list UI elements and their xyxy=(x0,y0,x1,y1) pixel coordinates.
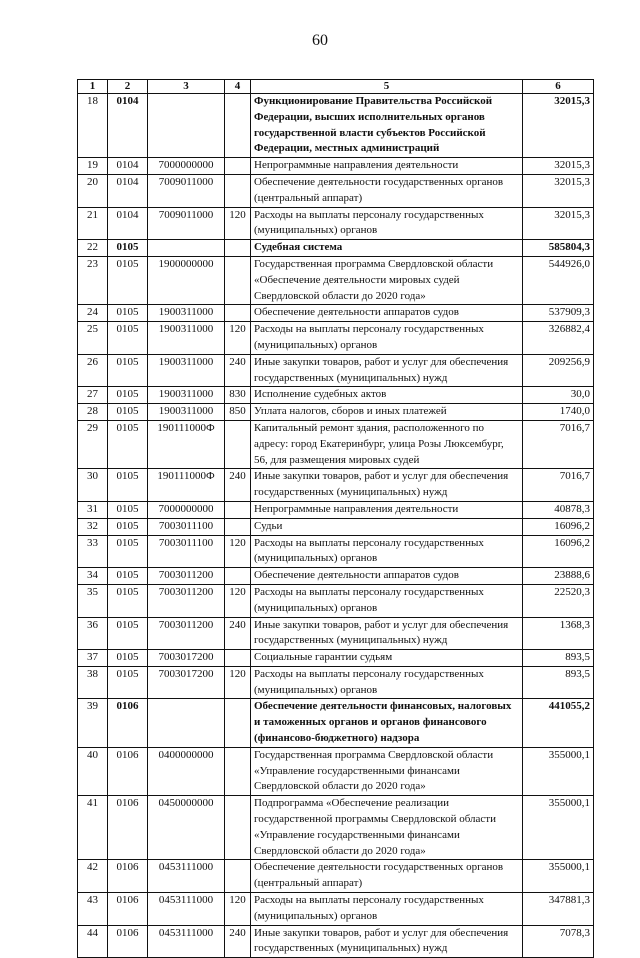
section-code: 0105 xyxy=(108,568,148,585)
table-row xyxy=(78,256,594,304)
row-number: 38 xyxy=(78,666,108,699)
amount: 537909,3 xyxy=(523,305,594,322)
amount: 16096,2 xyxy=(523,535,594,568)
row-number: 41 xyxy=(78,796,108,860)
table-row xyxy=(78,305,594,322)
amount: 23888,6 xyxy=(523,568,594,585)
col-header-type: 4 xyxy=(225,80,251,94)
target-code: 7003011200 xyxy=(148,568,225,585)
target-code: 1900000000 xyxy=(148,256,225,304)
target-code xyxy=(148,699,225,747)
expense-type-code: 120 xyxy=(225,535,251,568)
table-row xyxy=(78,174,594,207)
item-name: Уплата налогов, сборов и иных платежей xyxy=(251,404,523,421)
section-code: 0105 xyxy=(108,387,148,404)
row-number: 39 xyxy=(78,699,108,747)
expense-type-code xyxy=(225,860,251,893)
section-code: 0105 xyxy=(108,256,148,304)
row-number: 31 xyxy=(78,501,108,518)
target-code: 7003011200 xyxy=(148,584,225,617)
item-name: Расходы на выплаты персоналу государственных (муниципальных) органов xyxy=(251,893,523,926)
expense-type-code xyxy=(225,256,251,304)
section-code: 0105 xyxy=(108,240,148,257)
target-code: 7003017200 xyxy=(148,666,225,699)
item-name: Иные закупки товаров, работ и услуг для обеспечения государственных (муниципальных) нужд xyxy=(251,354,523,387)
target-code xyxy=(148,240,225,257)
amount: 347881,3 xyxy=(523,893,594,926)
target-code: 1900311000 xyxy=(148,387,225,404)
expense-type-code: 240 xyxy=(225,925,251,958)
section-code: 0105 xyxy=(108,354,148,387)
section-code: 0105 xyxy=(108,584,148,617)
table-row xyxy=(78,469,594,502)
col-header-target: 3 xyxy=(148,80,225,94)
table-row xyxy=(78,699,594,747)
page-number: 60 xyxy=(312,32,328,49)
row-number: 30 xyxy=(78,469,108,502)
expense-type-code: 120 xyxy=(225,666,251,699)
table-row xyxy=(78,94,594,158)
table-row xyxy=(78,796,594,860)
section-code: 0104 xyxy=(108,158,148,175)
target-code: 7000000000 xyxy=(148,501,225,518)
target-code: 0450000000 xyxy=(148,796,225,860)
amount: 32015,3 xyxy=(523,94,594,158)
item-name: Судебная система xyxy=(251,240,523,257)
expense-type-code xyxy=(225,174,251,207)
row-number: 43 xyxy=(78,893,108,926)
target-code: 7003011100 xyxy=(148,535,225,568)
row-number: 21 xyxy=(78,207,108,240)
amount: 40878,3 xyxy=(523,501,594,518)
item-name: Расходы на выплаты персоналу государственных (муниципальных) органов xyxy=(251,584,523,617)
amount: 355000,1 xyxy=(523,747,594,795)
target-code: 7009011000 xyxy=(148,207,225,240)
item-name: Обеспечение деятельности государственных органов (центральный аппарат) xyxy=(251,174,523,207)
section-code: 0106 xyxy=(108,747,148,795)
item-name: Непрограммные направления деятельности xyxy=(251,501,523,518)
item-name: Иные закупки товаров, работ и услуг для обеспечения государственных (муниципальных) нужд xyxy=(251,925,523,958)
table-row xyxy=(78,584,594,617)
target-code: 190111000Ф xyxy=(148,469,225,502)
item-name: Государственная программа Свердловской области «Управление государственными финансами Свердловской области до 2020 года» xyxy=(251,747,523,795)
expense-type-code: 120 xyxy=(225,207,251,240)
budget-table xyxy=(77,79,594,958)
target-code: 0453111000 xyxy=(148,893,225,926)
section-code: 0105 xyxy=(108,404,148,421)
section-code: 0105 xyxy=(108,305,148,322)
row-number: 18 xyxy=(78,94,108,158)
table-row xyxy=(78,650,594,667)
table-row xyxy=(78,501,594,518)
amount: 544926,0 xyxy=(523,256,594,304)
section-code: 0105 xyxy=(108,518,148,535)
item-name: Социальные гарантии судьям xyxy=(251,650,523,667)
amount: 355000,1 xyxy=(523,796,594,860)
expense-type-code: 120 xyxy=(225,584,251,617)
section-code: 0106 xyxy=(108,699,148,747)
section-code: 0105 xyxy=(108,322,148,355)
section-code: 0104 xyxy=(108,94,148,158)
amount: 441055,2 xyxy=(523,699,594,747)
expense-type-code xyxy=(225,650,251,667)
table-row xyxy=(78,240,594,257)
target-code: 0453111000 xyxy=(148,925,225,958)
expense-type-code xyxy=(225,796,251,860)
row-number: 35 xyxy=(78,584,108,617)
amount: 893,5 xyxy=(523,666,594,699)
item-name: Обеспечение деятельности государственных органов (центральный аппарат) xyxy=(251,860,523,893)
table-row xyxy=(78,420,594,468)
expense-type-code xyxy=(225,501,251,518)
target-code: 1900311000 xyxy=(148,322,225,355)
section-code: 0105 xyxy=(108,535,148,568)
expense-type-code: 120 xyxy=(225,893,251,926)
amount: 326882,4 xyxy=(523,322,594,355)
item-name: Капитальный ремонт здания, расположенного по адресу: город Екатеринбург, улица Розы Люксембург, 56, для размещения мировых судей xyxy=(251,420,523,468)
amount: 32015,3 xyxy=(523,174,594,207)
row-number: 22 xyxy=(78,240,108,257)
expense-type-code xyxy=(225,518,251,535)
section-code: 0104 xyxy=(108,207,148,240)
item-name: Функционирование Правительства Российской Федерации, высших исполнительных органов государственной власти субъектов Российской Федерации, местных администраций xyxy=(251,94,523,158)
item-name: Иные закупки товаров, работ и услуг для обеспечения государственных (муниципальных) нужд xyxy=(251,617,523,650)
table-row xyxy=(78,404,594,421)
expense-type-code xyxy=(225,568,251,585)
target-code: 190111000Ф xyxy=(148,420,225,468)
item-name: Расходы на выплаты персоналу государственных (муниципальных) органов xyxy=(251,322,523,355)
target-code: 7003017200 xyxy=(148,650,225,667)
table-row xyxy=(78,354,594,387)
item-name: Обеспечение деятельности аппаратов судов xyxy=(251,568,523,585)
amount: 355000,1 xyxy=(523,860,594,893)
target-code: 7009011000 xyxy=(148,174,225,207)
col-header-amount: 6 xyxy=(523,80,594,94)
item-name: Расходы на выплаты персоналу государственных (муниципальных) органов xyxy=(251,207,523,240)
expense-type-code xyxy=(225,158,251,175)
table-row xyxy=(78,207,594,240)
amount: 1740,0 xyxy=(523,404,594,421)
table-row xyxy=(78,568,594,585)
expense-type-code: 830 xyxy=(225,387,251,404)
table-row xyxy=(78,322,594,355)
section-code: 0106 xyxy=(108,860,148,893)
item-name: Исполнение судебных актов xyxy=(251,387,523,404)
amount: 7016,7 xyxy=(523,420,594,468)
target-code: 1900311000 xyxy=(148,404,225,421)
target-code: 7003011100 xyxy=(148,518,225,535)
target-code: 1900311000 xyxy=(148,305,225,322)
expense-type-code: 850 xyxy=(225,404,251,421)
table-row xyxy=(78,747,594,795)
item-name: Государственная программа Свердловской области «Обеспечение деятельности мировых судей Свердловской области до 2020 года» xyxy=(251,256,523,304)
amount: 16096,2 xyxy=(523,518,594,535)
table-row xyxy=(78,617,594,650)
table-row xyxy=(78,925,594,958)
col-header-number: 1 xyxy=(78,80,108,94)
section-code: 0105 xyxy=(108,501,148,518)
amount: 893,5 xyxy=(523,650,594,667)
table-row xyxy=(78,158,594,175)
amount: 30,0 xyxy=(523,387,594,404)
section-code: 0106 xyxy=(108,796,148,860)
amount: 32015,3 xyxy=(523,207,594,240)
row-number: 32 xyxy=(78,518,108,535)
amount: 7016,7 xyxy=(523,469,594,502)
expense-type-code xyxy=(225,240,251,257)
table-header-row xyxy=(78,80,594,94)
row-number: 36 xyxy=(78,617,108,650)
section-code: 0105 xyxy=(108,666,148,699)
expense-type-code: 240 xyxy=(225,617,251,650)
expense-type-code: 240 xyxy=(225,354,251,387)
row-number: 25 xyxy=(78,322,108,355)
section-code: 0106 xyxy=(108,925,148,958)
target-code: 7003011200 xyxy=(148,617,225,650)
table-row xyxy=(78,518,594,535)
row-number: 42 xyxy=(78,860,108,893)
target-code xyxy=(148,94,225,158)
row-number: 19 xyxy=(78,158,108,175)
expense-type-code xyxy=(225,747,251,795)
item-name: Обеспечение деятельности финансовых, налоговых и таможенных органов и органов финансового (финансово-бюджетного) надзора xyxy=(251,699,523,747)
row-number: 28 xyxy=(78,404,108,421)
row-number: 27 xyxy=(78,387,108,404)
expense-type-code: 240 xyxy=(225,469,251,502)
item-name: Расходы на выплаты персоналу государственных (муниципальных) органов xyxy=(251,666,523,699)
item-name: Судьи xyxy=(251,518,523,535)
amount: 585804,3 xyxy=(523,240,594,257)
item-name: Непрограммные направления деятельности xyxy=(251,158,523,175)
item-name: Подпрограмма «Обеспечение реализации государственной программы Свердловской области «Управление государственными финансами Свердловской области до 2020 года» xyxy=(251,796,523,860)
table-row xyxy=(78,666,594,699)
item-name: Расходы на выплаты персоналу государственных (муниципальных) органов xyxy=(251,535,523,568)
section-code: 0105 xyxy=(108,650,148,667)
item-name: Обеспечение деятельности аппаратов судов xyxy=(251,305,523,322)
row-number: 24 xyxy=(78,305,108,322)
table-row xyxy=(78,387,594,404)
table-row xyxy=(78,860,594,893)
row-number: 20 xyxy=(78,174,108,207)
row-number: 37 xyxy=(78,650,108,667)
amount: 7078,3 xyxy=(523,925,594,958)
section-code: 0104 xyxy=(108,174,148,207)
target-code: 1900311000 xyxy=(148,354,225,387)
item-name: Иные закупки товаров, работ и услуг для обеспечения государственных (муниципальных) нужд xyxy=(251,469,523,502)
expense-type-code xyxy=(225,305,251,322)
row-number: 29 xyxy=(78,420,108,468)
section-code: 0105 xyxy=(108,469,148,502)
expense-type-code xyxy=(225,420,251,468)
expense-type-code: 120 xyxy=(225,322,251,355)
row-number: 26 xyxy=(78,354,108,387)
amount: 209256,9 xyxy=(523,354,594,387)
table-row xyxy=(78,893,594,926)
col-header-section: 2 xyxy=(108,80,148,94)
amount: 22520,3 xyxy=(523,584,594,617)
row-number: 40 xyxy=(78,747,108,795)
col-header-name: 5 xyxy=(251,80,523,94)
row-number: 34 xyxy=(78,568,108,585)
target-code: 0453111000 xyxy=(148,860,225,893)
expense-type-code xyxy=(225,699,251,747)
expense-type-code xyxy=(225,94,251,158)
row-number: 44 xyxy=(78,925,108,958)
table-row xyxy=(78,535,594,568)
table-body xyxy=(78,94,594,958)
amount: 32015,3 xyxy=(523,158,594,175)
amount: 1368,3 xyxy=(523,617,594,650)
target-code: 7000000000 xyxy=(148,158,225,175)
target-code: 0400000000 xyxy=(148,747,225,795)
section-code: 0106 xyxy=(108,893,148,926)
row-number: 33 xyxy=(78,535,108,568)
section-code: 0105 xyxy=(108,617,148,650)
section-code: 0105 xyxy=(108,420,148,468)
row-number: 23 xyxy=(78,256,108,304)
